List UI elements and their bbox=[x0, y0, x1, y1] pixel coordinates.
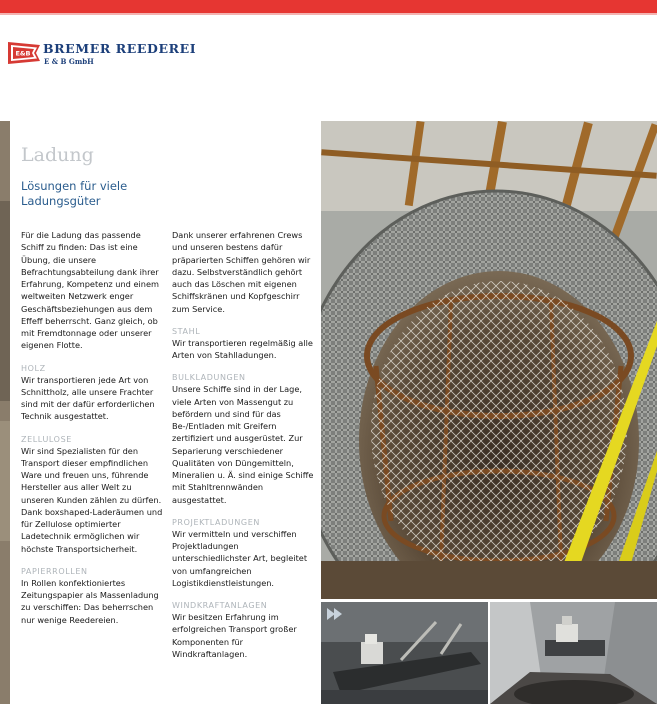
heading-stahl: STAHL bbox=[172, 326, 201, 336]
top-accent-line bbox=[0, 13, 657, 15]
flag-icon bbox=[8, 42, 40, 64]
section-title: Ladung bbox=[21, 144, 94, 166]
heading-papierrollen: PAPIERROLLEN bbox=[21, 566, 88, 576]
cargo-photo-steel-coil bbox=[321, 121, 657, 599]
paragraph-zellulose: Wir sind Spezialisten für den Transport dieser empfindlichen Ware und freuen uns, führende Hersteller aus aller Welt zu unseren Kunden zählen zu dürfen. Dank boxshaped-Laderäumen und für Zellulose optimierter Ladetechnik ermöglichen wir höchste Transportsicherheit. bbox=[21, 445, 163, 554]
heading-projektladungen: PROJEKTLADUNGEN bbox=[172, 517, 260, 527]
heading-windkraftanlagen: WINDKRAFTANLAGEN bbox=[172, 601, 268, 610]
left-photo-strip bbox=[0, 121, 10, 704]
ship-photo-at-sea bbox=[321, 602, 488, 704]
heading-holz: HOLZ bbox=[21, 363, 46, 373]
text-panel bbox=[10, 121, 321, 704]
text-column-left bbox=[21, 229, 166, 637]
crew-paragraph: Dank unserer erfahrenen Crews und unseren bestens dafür präparierten Schiffen gehören wir dazu. Selbstverständlich gehört auch das Löschen mit eigenen Schiffskränen und Kopfgeschirr zum Service. bbox=[172, 230, 311, 314]
flag-text: E&B bbox=[15, 49, 31, 58]
paragraph-stahl: Wir transportieren regelmäßig alle Arten von Stahlladungen. bbox=[172, 337, 313, 360]
company-subname: E & B GmbH bbox=[44, 57, 94, 66]
heading-bulkladungen: BULKLADUNGEN bbox=[172, 373, 246, 383]
paragraph-windkraftanlagen: Wir besitzen Erfahrung im erfolgreichen Transport großer Komponenten für Windkraftanlagen. bbox=[172, 612, 297, 659]
section-subtitle: Lösungen für viele Ladungsgüter bbox=[21, 179, 128, 208]
paragraph-holz: Wir transportieren jede Art von Schnittholz, alle unsere Frachter sind mit der dafür erforderlichen Technik ausgestattet. bbox=[21, 374, 155, 422]
text-column-right bbox=[172, 229, 317, 671]
paragraph-bulkladungen: Unsere Schiffe sind in der Lage, viele Arten von Massengut zu befördern und sind für das Be-/Entladen mit Greifern zertifiziert und ausgerüstet. Zur Separierung verschiedener Qualitäten von Düngemitteln, Mineralien u. Ä. sind einige Schiffe mit Stahltrennwänden ausgestattet. bbox=[172, 384, 314, 505]
intro-paragraph: Für die Ladung das passende Schiff zu finden: Das ist eine Übung, die unsere Befrachtungsabteilung dank ihrer Erfahrung, Kompetenz und einem weltweiten Netzwerk enger Geschäftsbeziehungen aus dem Effeff beherrscht. Ganz gleich, ob mit Fremdtonnage oder unserer eigenen Flotte. bbox=[21, 230, 159, 351]
heading-zellulose: ZELLULOSE bbox=[21, 434, 72, 444]
company-logo[interactable] bbox=[8, 40, 228, 70]
ship-photo-bulk-hold bbox=[490, 602, 657, 704]
top-accent-bar bbox=[0, 0, 657, 13]
company-name: BREMER REEDEREI bbox=[43, 41, 197, 56]
paragraph-papierrollen: In Rollen konfektioniertes Zeitungspapier als Massenladung zu verschiffen: Das beherrschen nur wenige Reedereien. bbox=[21, 577, 159, 625]
paragraph-projektladungen: Wir vermitteln und verschiffen Projektladungen unterschiedlichster Art, begleitet von umfangreichen Logistikdienstleistungen. bbox=[172, 528, 308, 588]
